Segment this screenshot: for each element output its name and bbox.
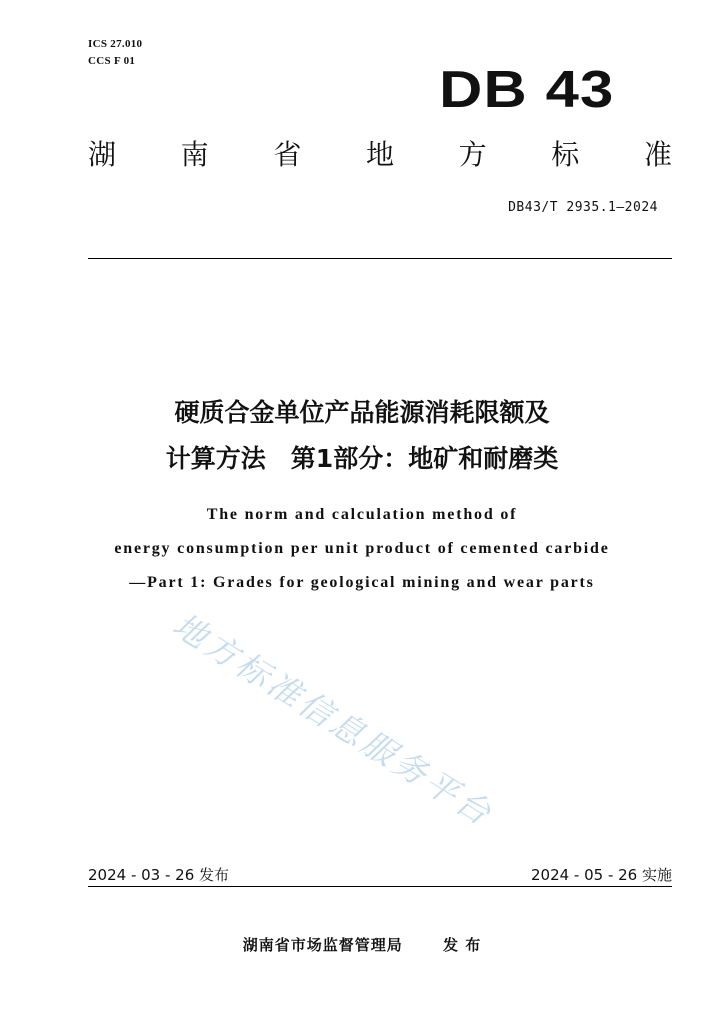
watermark: 地方标准信息服务平台 [166, 605, 501, 835]
standard-type-char: 准 [643, 138, 672, 171]
standard-type-heading [88, 136, 672, 174]
issue-date: 2024 - 03 - 26 发布 [88, 866, 230, 884]
standard-type-char: 南 [180, 138, 209, 171]
implementation-date: 2024 - 05 - 26 实施 [530, 866, 672, 884]
chinese-title-line-2: 计算方法 第1部分：地矿和耐磨类 [165, 444, 559, 473]
classification-codes [88, 36, 142, 70]
chinese-title-line-1: 硬质合金单位产品能源消耗限额及 [174, 398, 550, 427]
publisher-action: 发 布 [443, 936, 482, 954]
english-title-line-2: energy consumption per unit product of cemented carbide [114, 540, 610, 557]
ccs-code: CCS F 01 [88, 55, 136, 67]
standard-number: DB43/T 2935.1—2024 [508, 200, 658, 215]
standard-type-char: 省 [273, 138, 302, 171]
standard-type-char: 标 [551, 138, 580, 171]
db43-logo: DB 43 [438, 61, 614, 119]
top-divider [88, 258, 672, 259]
english-title [0, 498, 724, 600]
standard-type-char: 方 [458, 138, 487, 171]
ics-code: ICS 27.010 [88, 38, 143, 50]
english-title-line-3: —Part 1: Grades for geological mining and wear parts [129, 574, 595, 591]
standard-type-char: 地 [365, 138, 394, 171]
bottom-divider [88, 886, 672, 887]
publisher-name: 湖南省市场监督管理局 [242, 936, 403, 954]
standard-type-char: 湖 [88, 138, 117, 171]
publisher-line [0, 934, 724, 955]
english-title-line-1: The norm and calculation method of [206, 506, 518, 523]
chinese-title [0, 390, 724, 482]
